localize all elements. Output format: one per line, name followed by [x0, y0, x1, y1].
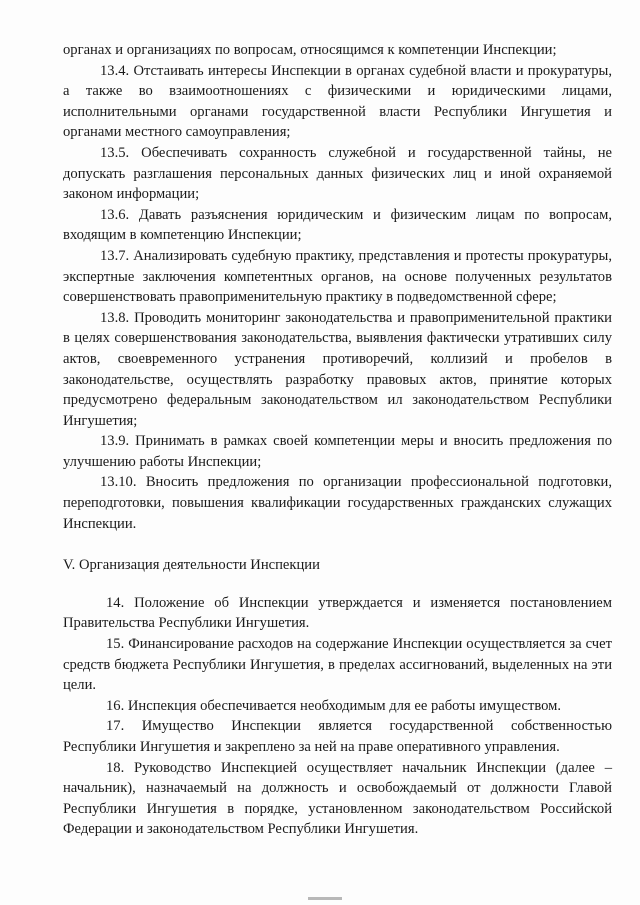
paragraph-18: 18. Руководство Инспекцией осуществляет начальник Инспекции (далее – начальник), назначаемый на должность и освобождаемый от должности Главой Республики Ингушетия в порядке, установленном законодательством Российской Федерации и законодательством Республики Ингушетия. — [63, 759, 612, 838]
document-body — [63, 40, 612, 840]
paragraph-13-9: 13.9. Принимать в рамках своей компетенции меры и вносить предложения по улучшению работы Инспекции; — [63, 433, 612, 470]
paragraph-13-5: 13.5. Обеспечивать сохранность служебной и государственной тайны, не допускать разглашения персональных данных физических лиц и иной охраняемой законом информации; — [63, 144, 612, 203]
paragraph-continuation: органах и организациях по вопросам, относящимся к компетенции Инспекции; — [63, 42, 557, 58]
paragraph-14: 14. Положение об Инспекции утверждается и изменяется постановлением Правительства Республики Ингушетия. — [63, 594, 612, 632]
paragraph-15: 15. Финансирование расходов на содержание Инспекции осуществляется за счет средств бюджета Республики Ингушетия, в пределах ассигнований, выделенных на эти цели. — [63, 636, 612, 694]
section-heading: V. Организация деятельности Инспекции — [63, 557, 320, 574]
paragraph-16: 16. Инспекция обеспечивается необходимым для ее работы имуществом. — [106, 697, 562, 714]
scan-edge-mark — [308, 897, 342, 900]
paragraph-13-10: 13.10. Вносить предложения по организации профессиональной подготовки, переподготовки, повышения квалификации государственных гражданских служащих Инспекции. — [63, 474, 612, 532]
paragraph-13-6: 13.6. Давать разъяснения юридическим и физическим лицам по вопросам, входящим в компетенцию Инспекции; — [63, 206, 612, 244]
paragraph-17: 17. Имущество Инспекции является государственной собственностью Республики Ингушетия и закреплено за ней на праве оперативного управления. — [63, 718, 612, 755]
paragraph-13-7: 13.7. Анализировать судебную практику, представления и протесты прокуратуры, экспертные заключения компетентных органов, на основе полученных результатов совершенствовать правоприменительную практику в подведомственной сфере; — [63, 247, 612, 306]
paragraph-13-8: 13.8. Проводить мониторинг законодательства и правоприменительной практики в целях совершенствования законодательства, выявления фактически утративших силу актов, своевременного устранения противоречий, коллизий и пробелов в законодательстве, осуществлять разработку правовых актов, принятие которых предусмотрено федеральным законодательством ил законодательством Республики Ингушетия; — [63, 309, 612, 429]
paragraph-13-4: 13.4. Отстаивать интересы Инспекции в органах судебной власти и прокуратуры, а также во взаимоотношениях с физическими и юридическими лицами, исполнительными органами государственной власти Республики Ингушетия и органами местного самоуправления; — [63, 62, 612, 141]
